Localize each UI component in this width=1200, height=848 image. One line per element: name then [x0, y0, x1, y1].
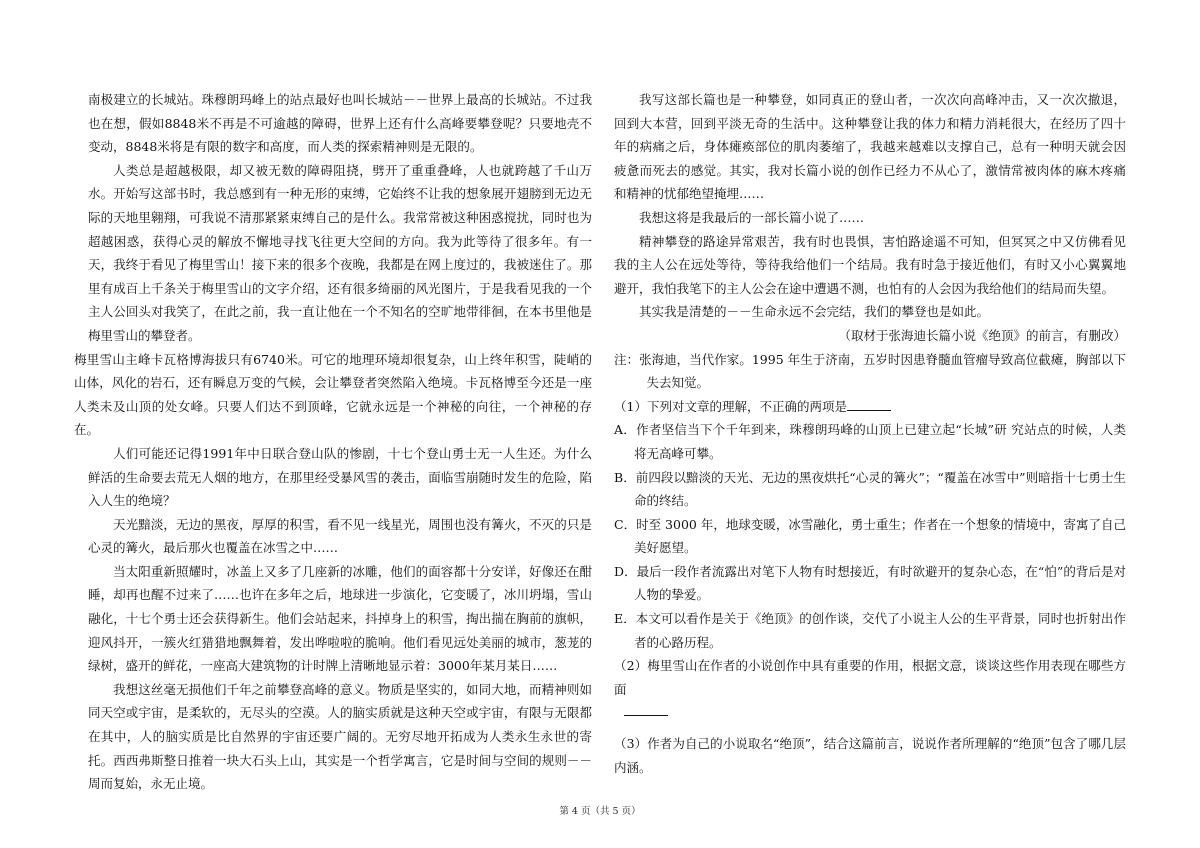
paragraph: 天光黯淡，无边的黑夜，厚厚的积雪，看不见一线星光，周围也没有篝火，不灭的只是心灵的篝火，最后那火也覆盖在冰雪之中…… [88, 516, 592, 556]
paragraph: 我想这丝毫无损他们千年之前攀登高峰的意义。物质是坚实的，如同大地，而精神则如同天空或宇宙，是柔软的，无尽头的空漠。人的脑实质就是这种天空或宇宙，有限与无限都在其中，人的脑实质是比自然界的宇宙还要广阔的。无穷尽地开拓成为人类永生永世的寄托。西西弗斯整日推着一块大石头上山，其实是一个哲学寓言，它是时间与空间的规则－－周而复始，永无止境。 [88, 681, 592, 792]
option-e: E．本文可以看作是关于《绝顶》的创作谈，交代了小说主人公的生平背景，同时也折射出作者的心路历程。 [614, 611, 1126, 650]
paragraph: 人们可能还记得1991年中日联合登山队的惨剧，十七个登山勇士无一人生还。为什么鲜活的生命要去荒无人烟的地方，在那里经受暴风雪的袭击，面临雪崩随时发生的危险，陷入人生的绝境？ [88, 445, 592, 509]
option-a: A．作者坚信当下个千年到来，珠穆朗玛峰的山顶上已建立起“长城”研 究站点的时候，人类将无高峰可攀。 [614, 422, 1126, 461]
paragraph: 南极建立的长城站。珠穆朗玛峰上的站点最好也叫长城站－－世界上最高的长城站。不过我也在想，假如8848米不再是不可逾越的障碍，世界上还有什么高峰要攀登呢？只要地壳不变动，8848米将是有限的数字和高度，而人类的探索精神则是无限的。 [88, 92, 592, 155]
left-column [74, 88, 592, 796]
question-1-text: （1）下列对文章的理解，不正确的两项是 [614, 398, 847, 414]
paragraph: 梅里雪山主峰卡瓦格博海拔只有6740米。可它的地理环境却很复杂，山上终年积雪，陡峭的山体，风化的岩石，还有瞬息万变的气候，会让攀登者突然陷入绝境。卡瓦格博至今还是一座人类未及山顶的处女峰。只要人们达不到顶峰，它就永远是一个神秘的向往，一个神秘的存在。 [74, 351, 592, 438]
paragraph: 其实我是清楚的－－生命永远不会完结，我们的攀登也是如此。 [639, 304, 990, 320]
paragraph: 当太阳重新照耀时，冰盖上又多了几座新的冰雕，他们的面容都十分安详，好像还在酣睡，却再也醒不过来了……也许在多年之后，地球进一步演化，它变暖了，冰川坍塌，雪山融化，十七个勇士还会获得新生。他们会站起来，抖掉身上的积雪，掏出揣在胸前的旗帜，迎风抖开，一簇火红猎猎地飘舞着，发出哗啦啦的脆响。他们看见远处美丽的城市，葱茏的绿树，盛开的鲜花，一座高大建筑物的计时牌上清晰地显示着：3000年某月某日…… [88, 563, 592, 674]
author-note: 注：张海迪，当代作家。1995 年生于济南，五岁时因患脊髓血管瘤导致高位截瘫，胸部以下失去知觉。 [614, 351, 1126, 391]
spacer [614, 716, 1126, 732]
question-2: （2）梅里雪山在作者的小说创作中具有重要的作用，根据文意，谈谈这些作用表现在哪些方面 [614, 658, 1126, 697]
question-3: （3）作者为自己的小说取名“绝顶”，结合这篇前言，说说作者所理解的“绝顶”包含了哪几层内涵。 [614, 736, 1126, 776]
paragraph: 精神攀登的路途异常艰苦，我有时也畏惧，害怕路途遥不可知，但冥冥之中又仿佛看见我的主人公在远处等待，等待我给他们一个结局。我有时急于接近他们，有时又小心翼翼地避开，我怕我笔下的主人公会在途中遭遇不测，也怕有的人会因为我给他们的结局而失望。 [614, 233, 1126, 296]
paragraph: 我想这将是我最后的一部长篇小说了…… [639, 209, 865, 225]
source-citation: （取材于张海迪长篇小说《绝顶》的前言，有删改） [838, 327, 1126, 343]
option-d: D．最后一段作者流露出对笔下人物有时想接近，有时欲避开的复杂心态，在“怕”的背后是对人物的挚爱。 [614, 563, 1126, 603]
answer-blank[interactable] [847, 398, 891, 411]
page-footer: 第 4 页（共 5 页） [559, 806, 641, 817]
option-c: C．时至 3000 年，地球变暖，冰雪融化，勇士重生；作者在一个想象的情境中，寄寓了自己美好愿望。 [614, 516, 1126, 556]
question-1-stem [614, 395, 1126, 419]
answer-blank[interactable] [624, 701, 668, 716]
paragraph: 人类总是超越极限，却又被无数的障碍阻挠，劈开了重重叠峰，人也就跨越了千山万水。开始写这部书时，我总感到有一种无形的束缚，它始终不让我的想象展开翅膀到无边无际的天地里翱翔，可我说不清那紧紧束缚自己的是什么。我常常被这种困惑搅扰，同时也为超越困惑，获得心灵的解放不懈地寻找飞往更大空间的方向。我为此等待了很多年。有一天，我终于看见了梅里雪山！接下来的很多个夜晚，我都是在网上度过的，我被迷住了。那里有成百上千条关于梅里雪山的文字介绍，还有很多绮丽的风光图片，于是我看见我的一个主人公回头对我笑了，在此之前，我一直让他在一个不知名的空旷地带徘徊，在本书里他是梅里雪山的攀登者。 [88, 162, 592, 343]
paragraph: 我写这部长篇也是一种攀登，如同真正的登山者，一次次向高峰冲击，又一次次撤退，回到大本营，回到平淡无奇的生活中。这种攀登让我的体力和精力消耗很大，在经历了四十年的病痛之后，身体瘫痪部位的肌肉萎缩了，我越来越难以支撑自己，总有一种明天就会因疲惫而死去的感觉。其实，我对长篇小说的创作已经力不从心了，激情常被肉体的麻木疼痛和精神的忧郁绝望掩埋…… [614, 92, 1126, 202]
right-column [614, 88, 1126, 780]
option-b: B．前四段以黯淡的天光、无边的黑夜烘托“心灵的篝火”；“覆盖在冰雪中”则暗指十七勇士生命的终结。 [614, 469, 1126, 509]
